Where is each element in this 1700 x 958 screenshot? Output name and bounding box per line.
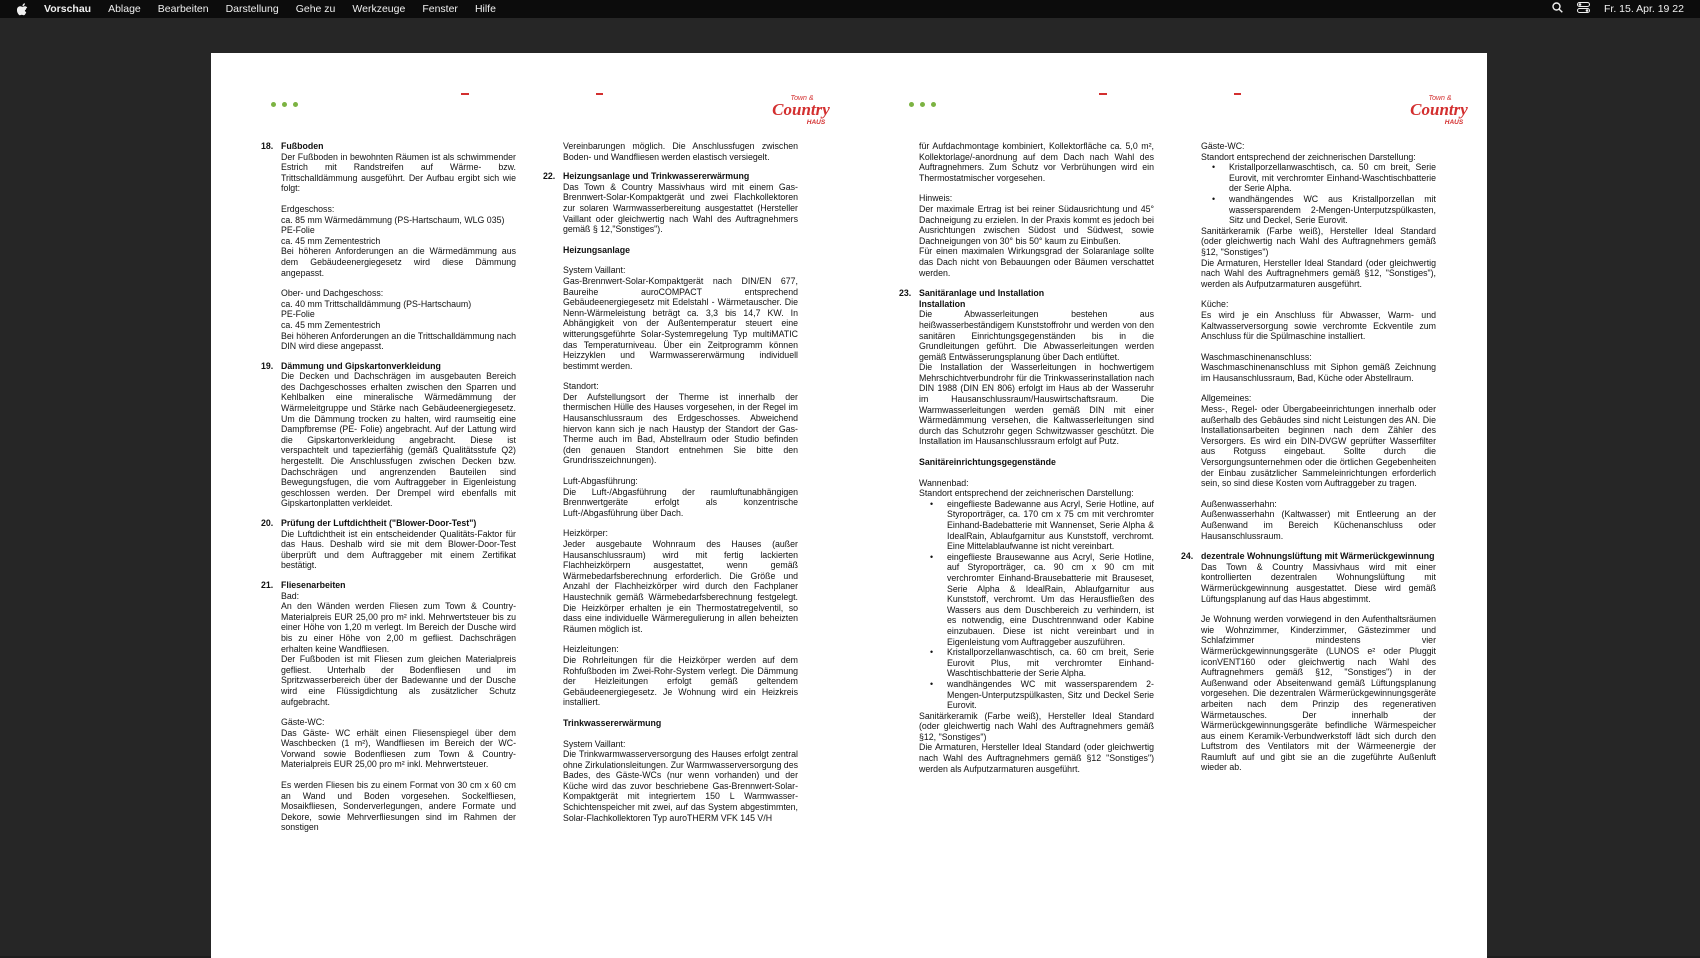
header-dots	[271, 102, 298, 107]
right-page-column-1: für Aufdachmontage kombiniert, Kollektorfläche ca. 5,0 m², Kollektorlage/-anordnung auf dem Dach nach Wahl des Auftragnehmers. Zum Schutz vor Verbrühungen wird ein Thermostatmischer vorgesehen. Hinweis: Der maximale Ertrag ist bei reiner Südausrichtung und 45° Dachneigung zu erzielen. In der Praxis kommt es jedoch bei Ausrichtungen zwischen Südost und Südwest, sowie Dachneigungen von 30° bis 50° kaum zu Einbußen. Für einen maximalen Wirkungsgrad der Solaranlage sollte das Dach nicht von Bebauungen oder Bäumen verschattet werden. 23. Sanitäranlage und Installation Installation Die Abwasserleitungen bestehen aus heißwasserbeständigem Kunststoffrohr und werden von den sanitären Einrichtungsgegenständen bis in die Grundleitungen geführt. Die Abwasserleitungen werden gemäß Entwässerungsplanung über Dach entlüftet. Die Installation der Wasserleitungen in hochwertigem Mehrschichtverbundrohr für die Trinkwasserinstallation nach DIN 1988 (DIN EN 806) erfolgt im Haus ab der Wasseruhr im Hausanschlussraum/Hauswirtschaftsraum. Die Warmwasserleitungen werden gemäß DIN mit einer Wärmedämmung versehen, die Kaltwasserleitungen sind durch das Schutzrohr gegen Schwitzwasser geschützt. Die Installation im Hausanschlussraum erfolgt auf Putz. Sanitäreinrichtungsgegenstände Wannenbad: Standort entsprechend der zeichnerischen Darstellung: • eingeflieste Badewanne aus Acryl, Serie Hotline, auf Styroporträger, ca. 170 cm x 75 cm mit verchromter Einhand-Badebatterie mit Wannenset, Serie Alpha & IdealRain, Ablaufgarnitur aus Kunststoff, verchromt. Eine Mittelablaufwanne ist nicht vereinbart. • eingeflieste Brausewanne aus Acryl, Serie Hotline, auf Styroporträger, ca. 90 cm x 90 cm mit verchromter Einhand-Brausebatterie mit Brauseset, Serie Alpha & IdealRain, Ablaufgarnitur aus Kunststoff, verchromt. Um das Herausfließen des Wassers aus dem Duschbereich zu verhindern, ist es notwendig, eine Duschtrennwand oder Kabine einzubauen. Diese ist nicht vereinbart und in Eigenleistung vom Auftraggeber auszuführen. • Kristallporzellanwaschtisch, ca. 60 cm breit, Serie Eurovit Plus, mit verchromter Einhand-Waschtischbatterie der Serie Alpha. • wandhängendes WC mit wassersparendem 2-Mengen-Unterputzspülkasten, Sitz und Deckel Serie Eurovit. Sanitärkeramik (Farbe weiß), Hersteller Ideal Standard (oder gleichwertig nach Wahl des Auftragnehmers gemäß §12, "Sonstiges") Die Armaturen, Hersteller Ideal Standard (oder gleichwertig nach Wahl des Auftragnehmers gemäß §12 "Sonstiges") werden als Aufputzarmaturen ausgeführt.	[919, 141, 1154, 774]
svg-text:HAUS: HAUS	[1444, 119, 1464, 126]
search-icon[interactable]	[1552, 2, 1563, 16]
section-21: 21. Fliesenarbeiten Bad: An den Wänden werden Fliesen zum Town & Country-Materialpreis EUR 25,00 pro m² inkl. Mehrwertsteuer bis zu einer Höhe von 1,20 m verlegt. Im Bereich der Dusche wird bis zu einer Höhe von 2,00 m gefliest. Dachschrägen erhalten keine Wandfliesen. Der Fußboden ist mit Fliesen zum gleichen Materialpreis gefliest. Unterhalb der Bodenfliesen und im Spritzwasserbereich über der Badewanne und der Dusche wird eine Flüssigdichtung als zusätzlicher Schutz aufgebracht. Gäste-WC: Das Gäste- WC erhält einen Fliesenspiegel über dem Waschbecken (1 m²), Wandfliesen im Bereich der WC-Vorwand sowie Bodenfliesen zum Town & Country-Materialpreis EUR 25,00 pro m² inkl. Mehrwertsteuer. Es werden Fliesen bis zu einem Format von 30 cm x 60 cm an Wand und Boden vorgesehen. Sockelfliesen, Mosaikfliesen, Sonderverlegungen, andere Formate und Dekore, sowie Mehrverfliesungen sind im Rahmen der sonstigen	[261, 579, 516, 833]
subheading-sanitaereinrichtung: Sanitäreinrichtungsgegenstände	[919, 457, 1056, 468]
list-item: • Kristallporzellanwaschtisch, ca. 60 cm breit, Serie Eurovit Plus, mit verchromter Einhand-Waschtischbatterie der Serie Alpha.	[947, 647, 1154, 679]
right-page-column-2: Gäste-WC: Standort entsprechend der zeichnerischen Darstellung: • Kristallporzellanwaschtisch, ca. 50 cm breit, Serie Eurovit, mit verchromter Einhand-Waschtischbatterie der Serie Alpha. • wandhängendes WC aus Kristallporzellan mit wassersparendem 2-Mengen-Unterputzspülkasten, Sitz und Deckel, Serie Eurovit. Sanitärkeramik (Farbe weiß), Hersteller Ideal Standard (oder gleichwertig nach Wahl des Auftragnehmers gemäß §12, "Sonstiges") Die Armaturen, Hersteller Ideal Standard (oder gleichwertig nach Wahl des Auftragnehmers gemäß §12, "Sonstiges"), werden als Aufputzarmaturen ausgeführt. Küche: Es wird je ein Anschluss für Abwasser, Warm- und Kaltwasserversorgung sowie verchromte Eckventile zum Anschluss für die Spülmaschine installiert. Waschmaschinenanschluss: Waschmaschinenanschluss mit Siphon gemäß Zeichnung im Hausanschlussraum, Bad, Küche oder Abstellraum. Allgemeines: Mess-, Regel- oder Übergabeeinrichtungen innerhalb oder außerhalb des Gebäudes sind nicht Leistungen des AN. Die Installationsarbeiten beginnen nach dem Zähler des Versorgers. Es wird ein DIN-DVGW geprüfter Wasserfilter aus Rotguss eingebaut. Sollte durch die Versorgungsunternehmen oder die örtlichen Gegebenheiten der Einbau zusätzlicher Sammeleinrichtungen erforderlich sein, so sind diese Kosten vom Auftraggeber zu tragen. Außenwasserhahn: Außenwasserhahn (Kaltwasser) mit Entleerung an der Außenwand im Bereich Küchenanschluss oder Hausanschlussraum. 24. dezentrale Wohnungslüftung mit Wärmerückgewinnung Das Town & Country Massivhaus wird mit einer kontrollierten dezentralen Wohnungslüftung mit Wärmerückgewinnung ausgestattet. Diese wird gemäß Lüftungsplanung auf das Haus abgestimmt. Je Wohnung werden vorwiegend in den Aufenthaltsräumen wie Wohnzimmer, Kinderzimmer, Gästezimmer und Schlafzimmer mindestens vier Wärmerückgewinnungsgeräte (LUNOS e² oder Pluggit iconVENT160 oder gleichwertig nach Wahl des Auftragnehmers gemäß §12, "Sonstiges") in der Außenwand oder Abseitenwand gemäß Lüftungsplanung vorgesehen. Die dezentralen Wärmerückgewinnungsgeräte arbeiten nach dem Prinzip des regenerativen Wärmetausches. Der innerhalb der Wärmerückgewinnungsgeräte befindliche Wärmespeicher aus einem Keramik-Verbundwerkstoff lädt sich durch den Luftstrom des Ventilators mit der Wärmeenergie der Raumluft auf und gibt sie an die zugeführte Außenluft wieder ab.	[1201, 141, 1436, 773]
section-title: Heizungsanlage und Trinkwassererwärmung	[563, 171, 750, 182]
section-title: Prüfung der Luftdichtheit ("Blower-Door-Test")	[281, 518, 477, 528]
svg-text:Country: Country	[772, 100, 830, 119]
list-item: • wandhängendes WC mit wassersparendem 2-Mengen-Unterputzspülkasten, Sitz und Deckel Serie Eurovit.	[947, 679, 1154, 711]
section-18: 18. Fußboden Der Fußboden in bewohnten Räumen ist als schwimmender Estrich mit Randstreifen auf Wärme- bzw. Trittschalldämmung ausgeführt. Der Aufbau ergibt sich wie folgt: Erdgeschoss: ca. 85 mm Wärmedämmung (PS-Hartschaum, WLG 035) PE-Folie ca. 45 mm Zementestrich Bei höheren Anforderungen an die Wärmedämmung aus dem Gebäudeenergiegesetz wird diese Dämmung angepasst. Ober- und Dachgeschoss: ca. 40 mm Trittschalldämmung (PS-Hartschaum) PE-Folie ca. 45 mm Zementestrich Bei höheren Anforderungen an die Trittschalldämmung nach DIN wird diese angepasst.	[261, 141, 516, 352]
town-country-logo	[1410, 93, 1470, 127]
section-22: 22. Heizungsanlage und Trinkwassererwärmung Das Town & Country Massivhaus wird mit einem Gas-Brennwert-Solar-Kompaktgerät und zwei Flachkollektoren zur solaren Warmwasserbereitung ausgestattet (Hersteller Vaillant oder gleichwertig nach Wahl des Auftragnehmers gemäß § 12,"Sonstiges").	[543, 171, 798, 235]
section-23: 23. Sanitäranlage und Installation Installation	[919, 288, 1154, 309]
section-24: 24. dezentrale Wohnungslüftung mit Wärmerückgewinnung	[1181, 551, 1435, 562]
list-item: • eingeflieste Brausewanne aus Acryl, Serie Hotline, auf Styroporträger, ca. 90 cm x 90 cm mit verchromter Einhand-Brausebatterie mit Brauseset, Serie Alpha & IdealRain, Ablaufgarnitur aus Kunststoff, verchromt. Um das Herausfließen des Wassers aus dem Duschbereich zu verhindern, ist es notwendig, eine Duschtrennwand oder Kabine einzubauen. Diese ist nicht vereinbart und in Eigenleistung vom Auftraggeber auszuführen.	[947, 552, 1154, 647]
document-page-left	[211, 53, 849, 958]
left-page-column-1	[261, 141, 516, 833]
menu-darstellung[interactable]: Darstellung	[225, 3, 279, 15]
section-subtitle: Installation	[919, 298, 966, 309]
menu-fenster[interactable]: Fenster	[422, 3, 458, 15]
section-title: Sanitäranlage und Installation	[919, 288, 1045, 299]
document-canvas	[0, 18, 1700, 956]
list-item: • Kristallporzellanwaschtisch, ca. 50 cm breit, Serie Eurovit, mit verchromter Einhand-Waschtischbatterie der Serie Alpha.	[1229, 162, 1436, 194]
svg-text:HAUS: HAUS	[806, 119, 826, 126]
wannenbad-list	[919, 499, 1154, 711]
section-20: 20. Prüfung der Luftdichtheit ("Blower-Door-Test") Die Luftdichtheit ist ein entscheidender Qualitäts-Faktor für das Haus. Deshalb wird sie mit dem Blower-Door-Test überprüft und dem Auftraggeber mit einem Zertifikat bestätigt.	[261, 518, 516, 571]
menu-gehe-zu[interactable]: Gehe zu	[295, 3, 336, 15]
svg-text:Town &: Town &	[1428, 95, 1452, 102]
menu-hilfe[interactable]: Hilfe	[474, 3, 496, 15]
header-red-marks	[391, 93, 671, 96]
left-page-column-2: Vereinbarungen möglich. Die Anschlussfugen zwischen Boden- und Wandfliesen werden elastisch versiegelt. 22. Heizungsanlage und Trinkwassererwärmung Das Town & Country Massivhaus wird mit einem Gas-Brennwert-Solar-Kompaktgerät und zwei Flachkollektoren zur solaren Warmwasserbereitung ausgestattet (Hersteller Vaillant oder gleichwertig nach Wahl des Auftragnehmers gemäß § 12,"Sonstiges"). Heizungsanlage System Vaillant: Gas-Brennwert-Solar-Kompaktgerät nach DIN/EN 677, Baureihe auroCOMPACT entsprechend Gebäudeenergiegesetz mit Edelstahl - Wärmetauscher. Die Nenn-Wärmeleistung beträgt ca. 3,3 bis 14,7 KW. In Abhängigkeit von der Außentemperatur steuert eine witterungsgeführte Solar-Systemregelung Typ multiMATIC das Temperaturniveau. Über ein Zeitprogramm können Heizzyklen und Warmwassererwärmung individuell bestimmt werden. Standort: Der Aufstellungsort der Therme ist innerhalb der thermischen Hülle des Hauses vorgesehen, in der Regel im Hausanschlussraum des Erdgeschosses. Abweichend hiervon kann sich je nach Haustyp der Standort der Gas-Therme auch im Bad, Abstellraum oder Studio befinden (den genauen Standort entnehmen Sie bitte den Grundrisszeichnungen). Luft-Abgasführung: Die Luft-/Abgasführung der raumluftunabhängigen Brennwertgeräte erfolgt als konzentrische Luft-/Abgasführung über Dach. Heizkörper: Jeder ausgebaute Wohnraum des Hauses (außer Hausanschlussraum) wird mit fertig lackierten Flachheizkörpern ausgestattet, wenn gemäß Wärmebedarfsberechnung erforderlich. Die Größe und Anzahl der Flachheizkörper wird durch den Fachplaner Haustechnik gemäß Wärmebedarfsberechnung festgelegt. Die Heizkörper erhalten je ein Thermostatregelventil, so dass eine individuelle Wärmeregulierung in allen beheizten Räumen möglich ist. Heizleitungen: Die Rohrleitungen für die Heizkörper werden auf dem Rohfußboden im Zwei-Rohr-System verlegt. Die Dämmung der Heizleitungen erfolgt gemäß geltendem Gebäudeenergiegesetz. Je Wohnung wird ein Heizkreis installiert. Trinkwassererwärmung System Vaillant: Die Trinkwarmwasserversorgung des Hauses erfolgt zentral ohne Zirkulationsleitungen. Zur Warmwasserversorgung des Bades, des Gäste-WCs (nur wenn vorhanden) und der Küche wird das zuvor beschriebene Gas-Brennwert-Solar-Kompaktgerät mit integriertem 150 L Warmwasser-Schichtenspeicher mit zwei, auf das System abgestimmten, Solar-Flachkollektoren Typ auroTHERM VFK 145 V/H	[543, 141, 798, 823]
svg-text:Town &: Town &	[790, 95, 814, 102]
menu-clock[interactable]: Fr. 15. Apr. 19 22	[1604, 3, 1684, 15]
list-item: • eingeflieste Badewanne aus Acryl, Serie Hotline, auf Styroporträger, ca. 170 cm x 75 cm mit verchromter Einhand-Badebatterie mit Wannenset, Serie Alpha & IdealRain, Ablaufgarnitur aus Kunststoff, verchromt. Eine Mittelablaufwanne ist nicht vereinbart.	[947, 499, 1154, 552]
control-center-icon[interactable]	[1577, 2, 1590, 16]
menu-app-vorschau[interactable]: Vorschau	[44, 3, 92, 15]
document-page-right	[849, 53, 1487, 958]
apple-icon[interactable]	[14, 2, 30, 16]
subheading-heizungsanlage: Heizungsanlage	[563, 244, 630, 255]
header-red-marks	[1029, 93, 1309, 96]
section-19: 19. Dämmung und Gipskartonverkleidung Die Decken und Dachschrägen im ausgebauten Bereich des Dachgeschosses erhalten zwischen den Sparren und Kehlbalken eine mineralische Wärmedämmung der Wärmeleitgruppe und Stärke nach Gebäudeenergiegesetz. Um die Dämmung trocken zu halten, wird raumseitig eine Dampfbremse (PE- Folie) angebracht. Auf der Lattung wird die Gipskartonverkleidung angebracht. Diese ist verspachtelt und tapezierfähig (gemäß Qualitätsstufe Q2) hergestellt. Die Anschlussfugen zwischen Decken bzw. Dachschrägen und angrenzenden Bauteilen sind Bewegungsfugen, die vom Auftraggeber in Eigenleistung geschlossen werden. Der Drempel wird ebenfalls mit Gipskartonplatten verkleidet.	[261, 360, 516, 509]
menu-bearbeiten[interactable]: Bearbeiten	[157, 3, 209, 15]
status-area	[1552, 0, 1684, 18]
header-dots	[909, 102, 936, 107]
subheading-trinkwassererwaermung: Trinkwassererwärmung	[563, 717, 662, 728]
section-title: dezentrale Wohnungslüftung mit Wärmerückgewinnung	[1201, 551, 1435, 562]
town-country-logo	[772, 93, 832, 127]
section-title: Fliesenarbeiten	[281, 579, 346, 590]
svg-text:Country: Country	[1410, 100, 1468, 119]
section-title: Dämmung und Gipskartonverkleidung	[281, 360, 441, 371]
section-title: Fußboden	[281, 141, 324, 151]
menu-werkzeuge[interactable]: Werkzeuge	[352, 3, 406, 15]
list-item: • wandhängendes WC aus Kristallporzellan mit wassersparendem 2-Mengen-Unterputzspülkasten, Sitz und Deckel, Serie Eurovit.	[1229, 194, 1436, 226]
menu-ablage[interactable]: Ablage	[108, 3, 141, 15]
menu-bar	[0, 0, 1700, 18]
gaeste-wc-list	[1201, 162, 1436, 226]
